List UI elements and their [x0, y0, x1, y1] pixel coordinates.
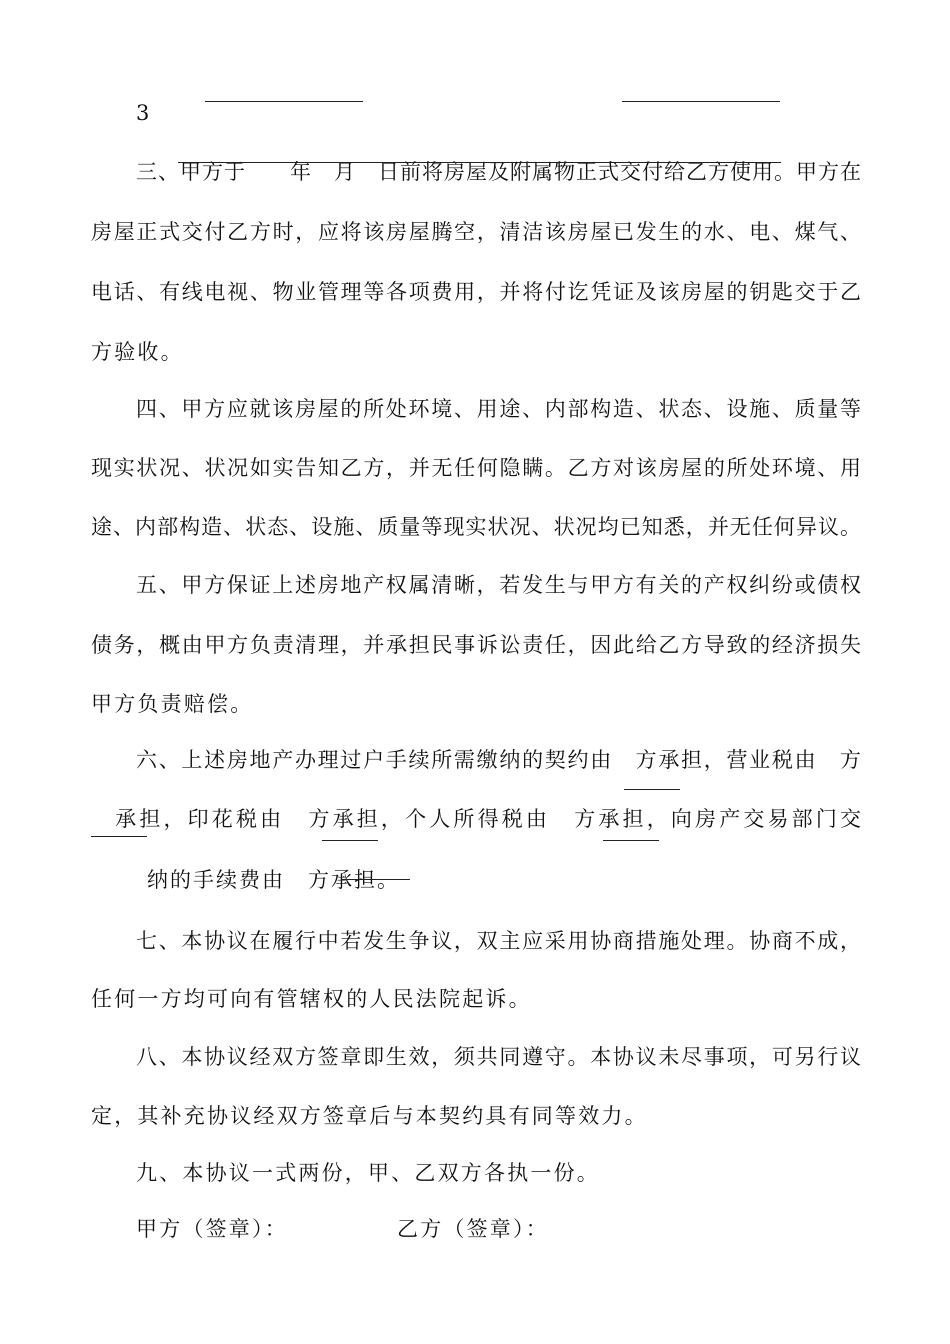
signature-party-a: 甲方（签章）：	[136, 1217, 288, 1241]
clause-5-line-2: 债务，概由甲方负责清理，并承担民事诉讼责任，因此给乙方导致的经济损失	[91, 633, 861, 657]
clause-6-line-1: 六、上述房地产办理过户手续所需缴纳的契约由 方承担，营业税由 方	[136, 748, 861, 772]
clause-3-line-4: 方验收。	[91, 340, 184, 364]
blank-line	[622, 101, 780, 102]
blank-line	[205, 101, 363, 102]
blank-line	[178, 162, 781, 163]
blank-line	[342, 879, 410, 880]
clause-3-line-2: 房屋正式交付乙方时，应将该房屋腾空，清洁该房屋已发生的水、电、煤气、	[91, 220, 861, 244]
clause-4-line-1: 四、甲方应就该房屋的所处环境、用途、内部构造、状态、设施、质量等	[136, 397, 861, 421]
clause-6-line-2: 承担，印花税由 方承担，个人所得税由 方承担，向房产交易部门交	[91, 807, 861, 831]
clause-5-line-3: 甲方负责赔偿。	[91, 692, 254, 716]
clause-4-line-3: 途、内部构造、状态、设施、质量等现实状况、状况均已知悉，并无任何异议。	[91, 515, 861, 539]
clause-9-line-1: 九、本协议一式两份，甲、乙双方各执一份。	[136, 1161, 600, 1185]
blank-line	[91, 836, 147, 837]
clause-4-line-2: 现实状况、状况如实告知乙方，并无任何隐瞒。乙方对该房屋的所处环境、用	[91, 456, 861, 480]
page-number: 3	[136, 101, 150, 125]
signature-party-b: 乙方（签章）：	[397, 1217, 549, 1241]
clause-8-line-2: 定，其补充协议经双方签章后与本契约具有同等效力。	[91, 1104, 648, 1128]
clause-7-line-1: 七、本协议在履行中若发生争议，双主应采用协商措施处理。协商不成，	[136, 929, 861, 953]
clause-6-line-3: 纳的手续费由 方承担。	[147, 868, 400, 892]
blank-line	[603, 840, 659, 841]
clause-3-line-3: 电话、有线电视、物业管理等各项费用，并将付讫凭证及该房屋的钥匙交于乙	[91, 280, 861, 304]
clause-3-line-1: 三、甲方于 年 月 日前将房屋及附属物正式交付给乙方使用。甲方在	[136, 160, 861, 184]
clause-8-line-1: 八、本协议经双方签章即生效，须共同遵守。本协议未尽事项，可另行议	[136, 1045, 861, 1069]
clause-7-line-2: 任何一方均可向有管辖权的人民法院起诉。	[91, 987, 532, 1011]
blank-line	[322, 840, 378, 841]
clause-5-line-1: 五、甲方保证上述房地产权属清晰，若发生与甲方有关的产权纠纷或债权	[136, 573, 861, 597]
blank-line	[624, 789, 680, 790]
